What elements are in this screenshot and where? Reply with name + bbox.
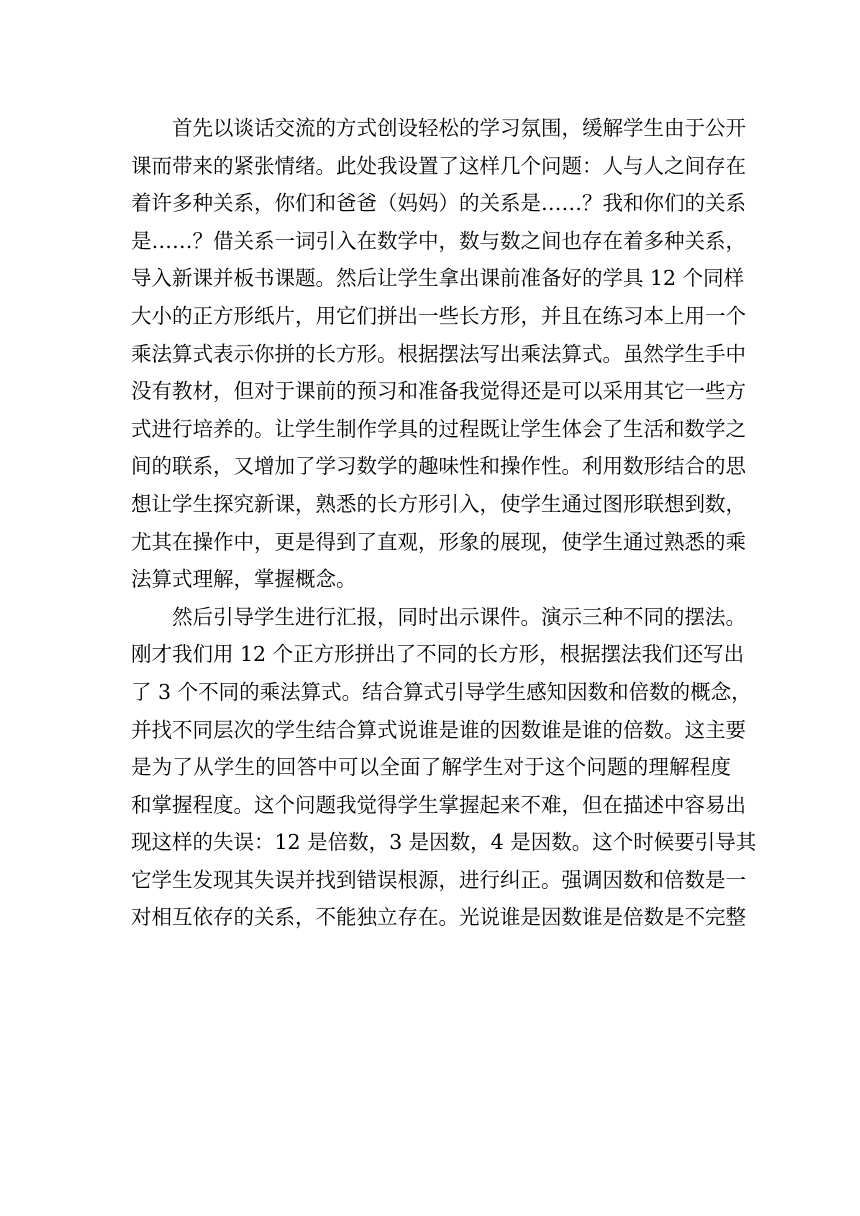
paragraph-line: 法算式理解，掌握概念。	[131, 567, 357, 592]
paragraph-line: 是为了从学生的回答中可以全面了解学生对于这个问题的理解程度	[131, 755, 731, 780]
body-text	[131, 110, 757, 937]
paragraph-line: 着许多种关系，你们和爸爸（妈妈）的关系是……？我和你们的关系	[131, 191, 746, 216]
paragraph-line: 刚才我们用 12 个正方形拼出了不同的长方形，根据摆法我们还写出	[131, 642, 745, 667]
paragraph-line: 了 3 个不同的乘法算式。结合算式引导学生感知因数和倍数的概念，	[131, 679, 752, 704]
paragraph-line: 然后引导学生进行汇报，同时出示课件。演示三种不同的摆法。	[172, 604, 746, 629]
paragraph-line: 没有教材，但对于课前的预习和准备我觉得还是可以采用其它一些方	[131, 379, 746, 404]
paragraph-line: 现这样的失误：12 是倍数，3 是因数，4 是因数。这个时候要引导其	[131, 830, 757, 855]
paragraph-line: 想让学生探究新课，熟悉的长方形引入，使学生通过图形联想到数，	[131, 491, 746, 516]
paragraph-line: 乘法算式表示你拼的长方形。根据摆法写出乘法算式。虽然学生手中	[131, 341, 746, 366]
paragraph-line: 式进行培养的。让学生制作学具的过程既让学生体会了生活和数学之	[131, 416, 746, 441]
paragraph-line: 它学生发现其失误并找到错误根源，进行纠正。强调因数和倍数是一	[131, 867, 746, 892]
paragraph-line: 和掌握程度。这个问题我觉得学生掌握起来不难，但在描述中容易出	[131, 792, 746, 817]
paragraph-2	[131, 599, 757, 937]
paragraph-1	[131, 110, 746, 599]
paragraph-line: 首先以谈话交流的方式创设轻松的学习氛围，缓解学生由于公开	[172, 116, 746, 140]
paragraph-line: 尤其在操作中，更是得到了直观，形象的展现，使学生通过熟悉的乘	[131, 529, 746, 554]
paragraph-line: 并找不同层次的学生结合算式说谁是谁的因数谁是谁的倍数。这主要	[131, 717, 746, 742]
paragraph-line: 导入新课并板书课题。然后让学生拿出课前准备好的学具 12 个同样	[131, 266, 745, 291]
paragraph-line: 是……？借关系一词引入在数学中，数与数之间也存在着多种关系，	[131, 228, 746, 253]
paragraph-line: 间的联系，又增加了学习数学的趣味性和操作性。利用数形结合的思	[131, 454, 746, 479]
paragraph-line: 课而带来的紧张情绪。此处我设置了这样几个问题：人与人之间存在	[131, 153, 746, 178]
paragraph-line: 大小的正方形纸片，用它们拼出一些长方形，并且在练习本上用一个	[131, 303, 746, 328]
paragraph-line: 对相互依存的关系，不能独立存在。光说谁是因数谁是倍数是不完整	[131, 905, 746, 930]
